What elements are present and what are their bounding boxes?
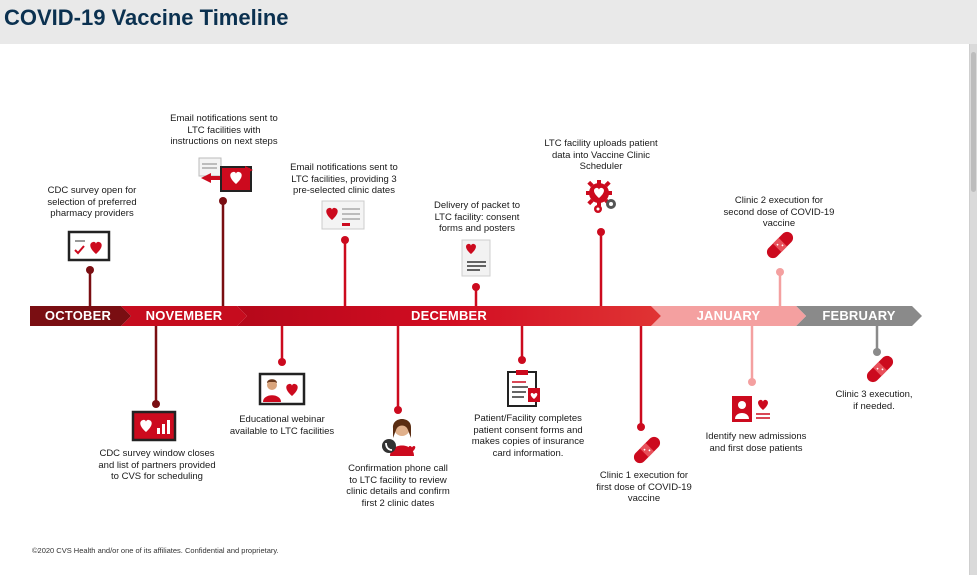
event-webinar: Educational webinar available to LTC facilities (229, 414, 335, 437)
copyright-footer: ©2020 CVS Health and/or one of its affiliates. Confidential and proprietary. (32, 546, 279, 555)
event-consent-forms: Patient/Facility completes patient consent forms and makes copies of insurance card information. (471, 413, 585, 459)
event-survey-closes: CDC survey window closes and list of partners provided to CVS for scheduling (98, 448, 216, 482)
month-label-november: NOVEMBER (145, 308, 223, 323)
event-clinic-1: Clinic 1 execution for first dose of COVID-19 vaccine (596, 470, 692, 504)
month-label-october: OCTOBER (44, 308, 112, 323)
heart-gears-icon (586, 180, 616, 213)
document-heart-icon (462, 240, 490, 276)
event-email-clinic-dates: Email notifications sent to LTC facilities, providing 3 pre-selected clinic dates (290, 162, 398, 196)
month-label-january: JANUARY (696, 308, 761, 323)
event-clinic-2: Clinic 2 execution for second dose of COVID-19 vaccine (723, 195, 835, 229)
clipboard-form-icon (508, 370, 540, 406)
event-new-admissions: Identify new admissions and first dose patients (705, 431, 807, 454)
email-exchange-icon (199, 158, 253, 191)
event-email-next-steps: Email notifications sent to LTC facilities with instructions on next steps (170, 113, 278, 147)
bandage-icon (631, 434, 662, 465)
bandage-icon (864, 353, 895, 384)
id-card-heart-icon (732, 396, 770, 422)
phone-agent-icon (382, 419, 415, 456)
event-confirmation-call: Confirmation phone call to LTC facility to review clinic details and confirm first 2 clinic dates (346, 463, 450, 509)
event-delivery-packet: Delivery of packet to LTC facility: consent forms and posters (433, 200, 521, 234)
event-clinic-3: Clinic 3 execution, if needed. (835, 389, 913, 412)
event-cdc-survey-open: CDC survey open for selection of preferred pharmacy providers (47, 185, 137, 219)
laptop-chart-icon (133, 412, 175, 440)
bandage-icon (764, 229, 795, 260)
month-label-february: FEBRUARY (822, 308, 896, 323)
webinar-icon (260, 374, 304, 404)
event-upload-patient-data: LTC facility uploads patient data into Vaccine Clinic Scheduler (544, 138, 658, 172)
month-label-december: DECEMBER (411, 308, 487, 323)
page-title: COVID-19 Vaccine Timeline (4, 5, 289, 30)
email-heart-icon (322, 201, 364, 229)
checklist-heart-icon (69, 232, 109, 260)
